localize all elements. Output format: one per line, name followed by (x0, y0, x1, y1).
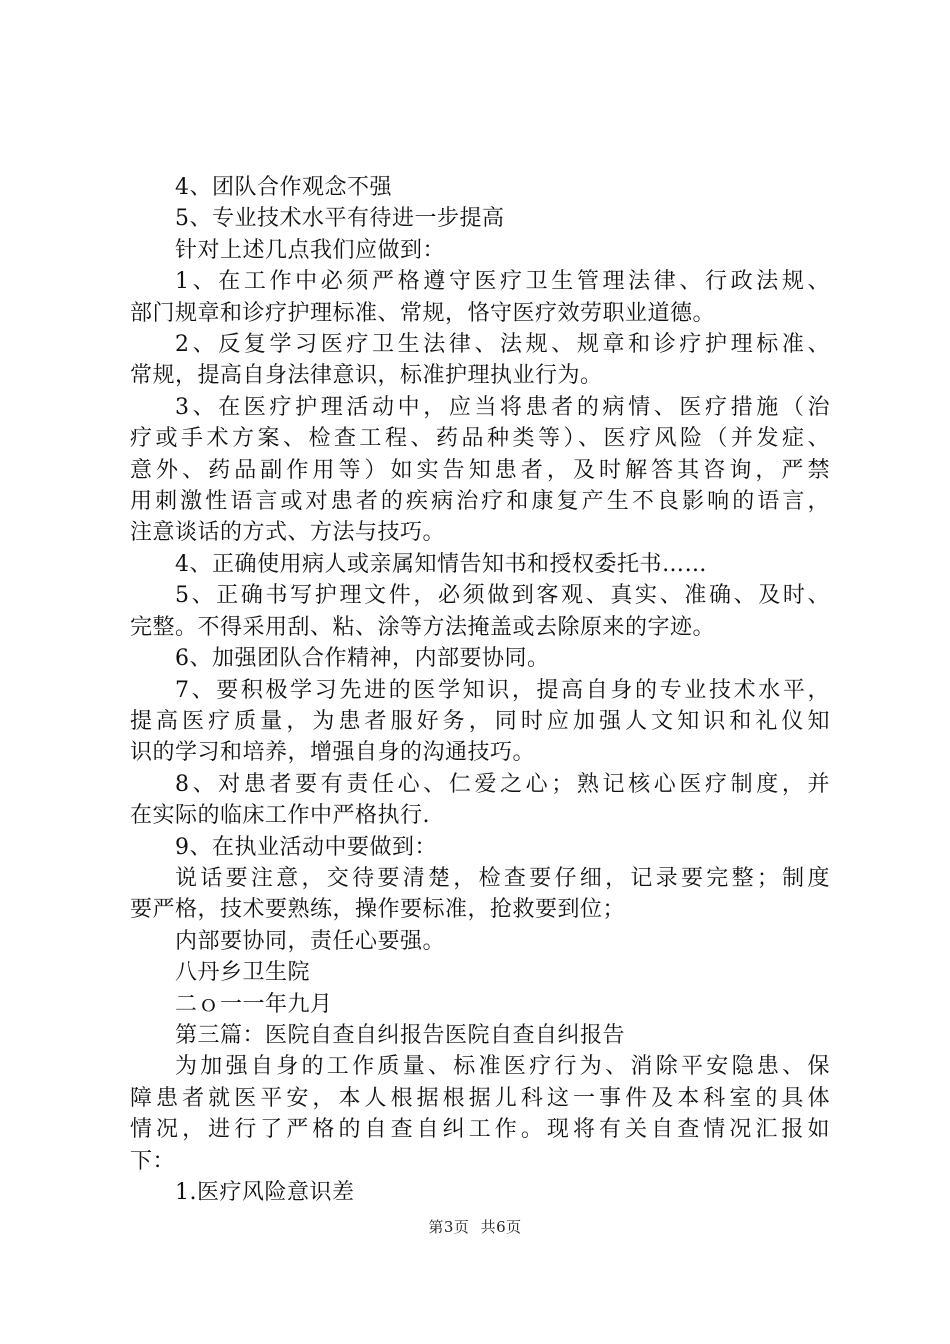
text-line: 在实际的临床工作中严格执行. (130, 803, 430, 829)
text-line: 4、正确使用病人或亲属知情告知书和授权委托书…… (175, 551, 707, 577)
document-body (130, 172, 830, 1208)
text-line: 2、反复学习医疗卫生法律、法规、规章和诊疗护理标准、 (175, 332, 830, 358)
text-line: 提高医疗质量，为患者服好务，同时应加强人文知识和礼仪知 (130, 708, 830, 734)
paragraph (130, 329, 830, 392)
text-line: 注意谈话的方式、方法与技巧。 (130, 520, 446, 546)
text-line: 5、正确书写护理文件，必须做到客观、真实、准确、及时、 (175, 583, 830, 609)
page-total: 共6页 (480, 1218, 522, 1236)
text-line: 1、在工作中必须严格遵守医疗卫生管理法律、行政法规、 (175, 269, 830, 295)
text-line: 针对上述几点我们应做到： (175, 237, 446, 263)
text-line: 5、专业技术水平有待进一步提高 (175, 206, 505, 232)
text-line: 常规，提高自身法律意识，标准护理执业行为。 (130, 363, 603, 389)
text-line: 下： (130, 1148, 176, 1174)
text-line: 识的学习和培养，增强自身的沟通技巧。 (130, 740, 536, 766)
paragraph (130, 926, 830, 957)
paragraph (130, 392, 830, 549)
text-line: 为加强自身的工作质量、标准医疗行为、消除平安隐患、保 (175, 1054, 830, 1080)
paragraph (130, 266, 830, 329)
text-line: 6、加强团队合作精神，内部要协同。 (175, 646, 550, 672)
text-line: 部门规章和诊疗护理标准、常规，恪守医疗效劳职业道德。 (130, 300, 716, 326)
paragraph (130, 1051, 830, 1177)
text-line: 8、对患者要有责任心、仁爱之心；熟记核心医疗制度，并 (175, 771, 830, 797)
paragraph (130, 863, 830, 926)
paragraph (130, 203, 830, 234)
text-line: 二ｏ一一年九月 (175, 991, 333, 1017)
page-footer (0, 1216, 950, 1237)
paragraph (130, 549, 830, 580)
text-line: 意外、药品副作用等）如实告知患者，及时解答其咨询，严禁 (130, 457, 830, 483)
text-line: 疗或手术方案、检查工程、药品种类等）、医疗风险（并发症、 (130, 426, 830, 452)
text-line: 障患者就医平安，本人根据根据儿科这一事件及本科室的具体 (130, 1085, 830, 1111)
paragraph (130, 957, 830, 988)
text-line: 第三篇：医院自查自纠报告医院自查自纠报告 (175, 1022, 626, 1048)
text-line: 要严格，技术要熟练，操作要标准，抢救要到位； (130, 897, 626, 923)
text-line: 内部要协同，责任心要强。 (175, 928, 446, 954)
text-line: 4、团队合作观念不强 (175, 175, 392, 200)
text-line: 7、要积极学习先进的医学知识，提高自身的专业技术水平， (175, 677, 830, 703)
paragraph (130, 675, 830, 769)
text-line: 9、在执业活动中要做到： (175, 834, 437, 860)
text-line: 完整。不得采用刮、粘、涂等方法掩盖或去除原来的字迹。 (130, 614, 716, 640)
text-line: 情况，进行了严格的自查自纠工作。现将有关自查情况汇报如 (130, 1117, 830, 1143)
paragraph (130, 769, 830, 832)
paragraph (130, 832, 830, 863)
text-line: 3、在医疗护理活动中，应当将患者的病情、医疗措施（治 (175, 394, 830, 420)
paragraph (130, 989, 830, 1020)
text-line: 说话要注意，交待要清楚，检查要仔细，记录要完整；制度 (175, 865, 830, 891)
page-number: 第3页 (428, 1218, 470, 1236)
text-line: 1.医疗风险意识差 (175, 1180, 355, 1205)
paragraph (130, 235, 830, 266)
text-line: 八丹乡卫生院 (175, 960, 311, 986)
paragraph (130, 1177, 830, 1208)
paragraph (130, 643, 830, 674)
paragraph (130, 580, 830, 643)
paragraph (130, 172, 830, 203)
text-line: 用刺激性语言或对患者的疾病治疗和康复产生不良影响的语言， (130, 489, 830, 515)
paragraph (130, 1020, 830, 1051)
